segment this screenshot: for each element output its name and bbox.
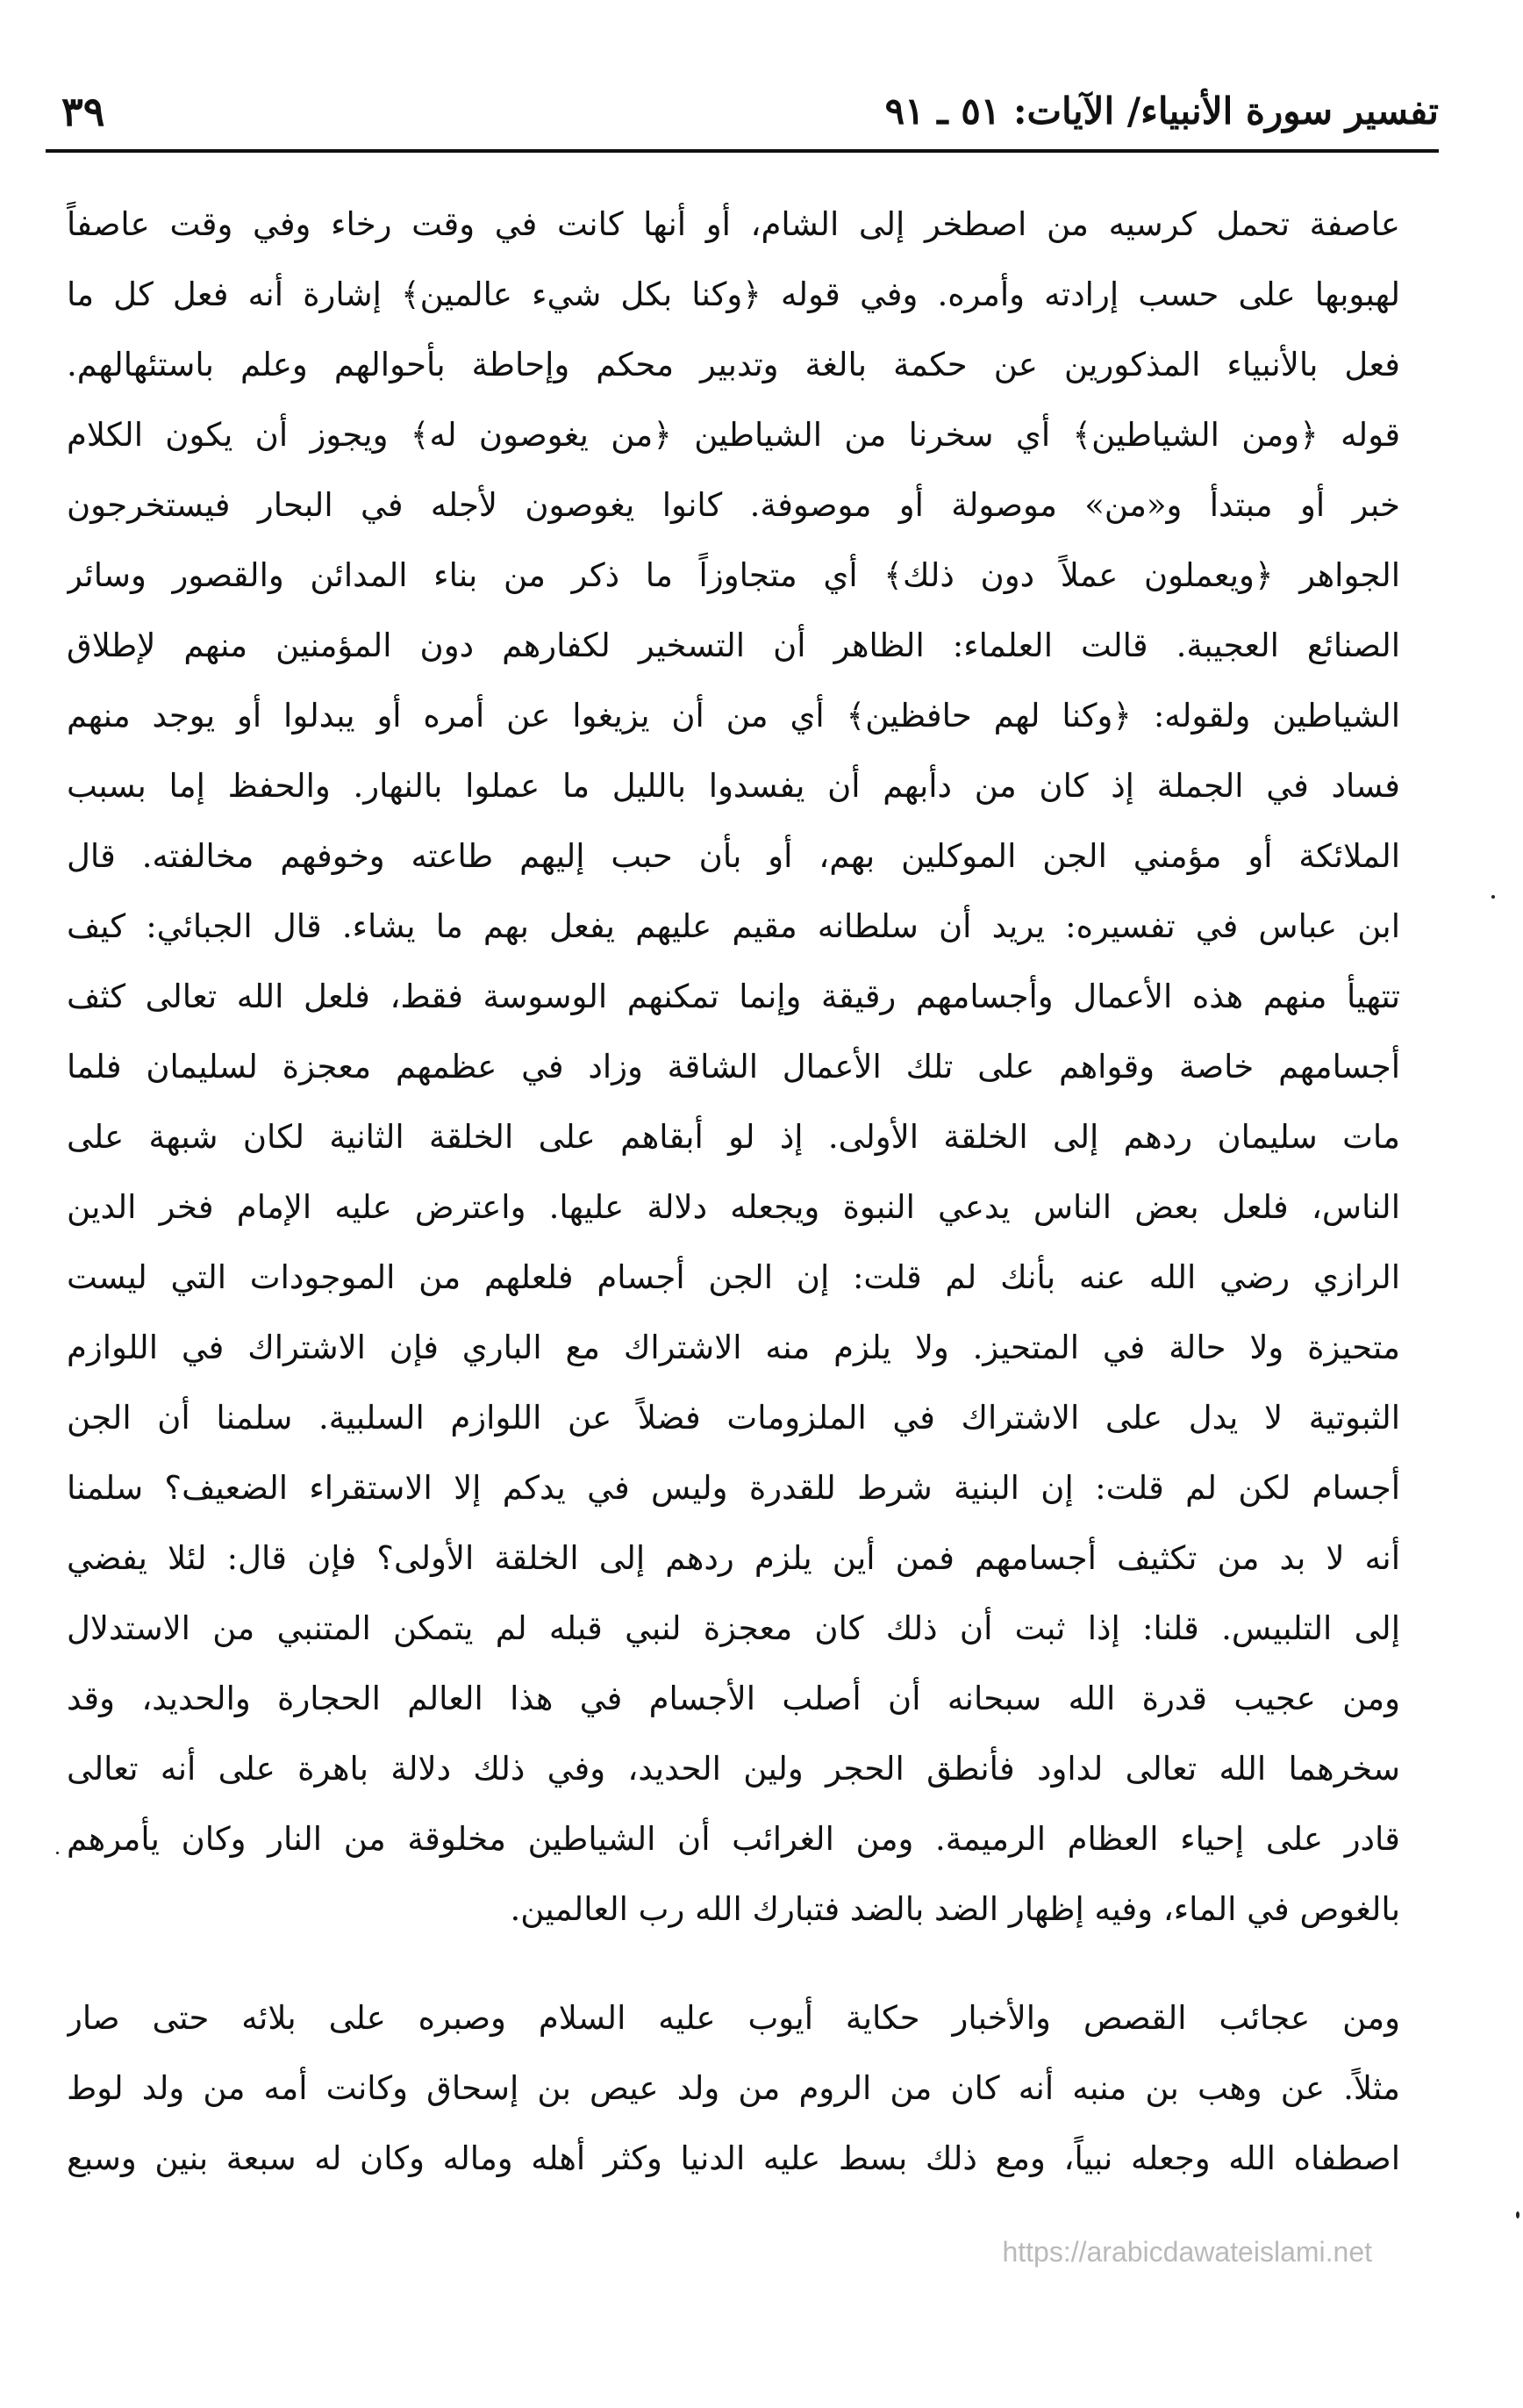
page-number: ٣٩ xyxy=(61,88,105,135)
scan-speck xyxy=(1491,895,1495,899)
text-line: ابن عباس في تفسيره: يريد أن سلطانه مقيم عليهم يفعل بهم ما يشاء. قال الجبائي: كيف xyxy=(67,907,1400,945)
text-line: الرازي رضي الله عنه بأنك لم قلت: إن الجن أجسام فلعلهم من الموجودات التي ليست xyxy=(67,1258,1400,1296)
text-line: فعل بالأنبياء المذكورين عن حكمة بالغة وتدبير محكم وإحاطة بأحوالهم وعلم باستئهالهم. xyxy=(67,346,1400,383)
page-header xyxy=(46,84,1439,147)
text-line: الملائكة أو مؤمني الجن الموكلين بهم، أو بأن حبب إليهم طاعته وخوفهم مخالفته. قال xyxy=(67,837,1400,875)
text-line: ومن عجيب قدرة الله سبحانه أن أصلب الأجسام في هذا العالم الحجارة والحديد، وقد xyxy=(67,1680,1400,1717)
text-line: قادر على إحياء العظام الرميمة. ومن الغرائب أن الشياطين مخلوقة من النار وكان يأمرهم xyxy=(67,1820,1400,1858)
text-line: سخرهما الله تعالى لداود فأنطق الحجر ولين الحديد، وفي ذلك دلالة باهرة على أنه تعالى xyxy=(67,1750,1400,1788)
paragraph-ayyub-story xyxy=(67,1983,1400,2194)
text-line: لهبوبها على حسب إرادته وأمره. وفي قوله ﴿وكنا بكل شيء عالمين﴾ إشارة أنه فعل كل ما xyxy=(67,276,1400,313)
text-line: الجواهر ﴿ويعملون عملاً دون ذلك﴾ أي متجاوزاً ما ذكر من بناء المدائن والقصور وسائر xyxy=(67,556,1400,594)
text-line: خبر أو مبتدأ و«من» موصولة أو موصوفة. كانوا يغوصون لأجله في البحار فيستخرجون xyxy=(67,486,1400,524)
text-line: بالغوص في الماء، وفيه إظهار الضد بالضد فتبارك الله رب العالمين. xyxy=(510,1890,1400,1928)
text-line: تتهيأ منهم هذه الأعمال وأجسامهم رقيقة وإنما تمكنهم الوسوسة فقط، فلعل الله تعالى كثف xyxy=(67,978,1400,1015)
paragraph-tafsir-jinn xyxy=(67,190,1400,1945)
header-rule xyxy=(46,149,1439,153)
text-line: الثبوتية لا يدل على الاشتراك في الملزومات فضلاً عن اللوازم السلبية. سلمنا أن الجن xyxy=(67,1399,1400,1437)
text-line: متحيزة ولا حالة في المتحيز. ولا يلزم منه الاشتراك مع الباري فإن الاشتراك في اللوازم xyxy=(67,1329,1400,1366)
scan-speck xyxy=(56,1852,59,1854)
text-line: أجسام لكن لم قلت: إن البنية شرط للقدرة وليس في يدكم إلا الاستقراء الضعيف؟ سلمنا xyxy=(67,1469,1400,1507)
text-line: مات سليمان ردهم إلى الخلقة الأولى. إذ لو أبقاهم على الخلقة الثانية لكان شبهة على xyxy=(67,1118,1400,1156)
text-line: أنه لا بد من تكثيف أجسامهم فمن أين يلزم ردهم إلى الخلقة الأولى؟ فإن قال: لئلا يفضي xyxy=(67,1539,1400,1577)
text-line: إلى التلبيس. قلنا: إذا ثبت أن ذلك كان معجزة لنبي قبله لم يتمكن المتنبي من الاستدلال xyxy=(67,1609,1400,1647)
text-line: عاصفة تحمل كرسيه من اصطخر إلى الشام، أو أنها كانت في وقت رخاء وفي وقت عاصفاً xyxy=(67,205,1400,243)
text-line: الشياطين ولقوله: ﴿وكنا لهم حافظين﴾ أي من أن يزيغوا عن أمره أو يبدلوا أو يوجد منهم xyxy=(67,697,1400,735)
text-line: ومن عجائب القصص والأخبار حكاية أيوب عليه السلام وصبره على بلائه حتى صار xyxy=(67,1999,1400,2037)
running-title: تفسير سورة الأنبياء/ الآيات: ٥١ ـ ٩١ xyxy=(884,90,1439,133)
text-line: اصطفاه الله وجعله نبياً، ومع ذلك بسط عليه الدنيا وكثر أهله وماله وكان له سبعة بنين وسبع xyxy=(67,2139,1400,2177)
text-line: مثلاً. عن وهب بن منبه أنه كان من الروم من ولد عيص بن إسحاق وكانت أمه من ولد لوط xyxy=(67,2069,1400,2107)
text-line: فساد في الجملة إذ كان من دأبهم أن يفسدوا بالليل ما عملوا بالنهار. والحفظ إما بسبب xyxy=(67,767,1400,805)
text-line: الناس، فلعل بعض الناس يدعي النبوة ويجعله دلالة عليها. واعترض عليه الإمام فخر الدين xyxy=(67,1188,1400,1226)
text-line: قوله ﴿ومن الشياطين﴾ أي سخرنا من الشياطين ﴿من يغوصون له﴾ ويجوز أن يكون الكلام xyxy=(67,416,1400,454)
text-line: الصنائع العجيبة. قالت العلماء: الظاهر أن التسخير لكفارهم دون المؤمنين منهم لإطلاق xyxy=(67,627,1400,664)
watermark-url: https://arabicdawateislami.net xyxy=(1002,2236,1372,2268)
scan-speck xyxy=(1516,2211,1519,2218)
text-line: أجسامهم خاصة وقواهم على تلك الأعمال الشاقة وزاد في عظمهم معجزة لسليمان فلما xyxy=(67,1048,1400,1086)
